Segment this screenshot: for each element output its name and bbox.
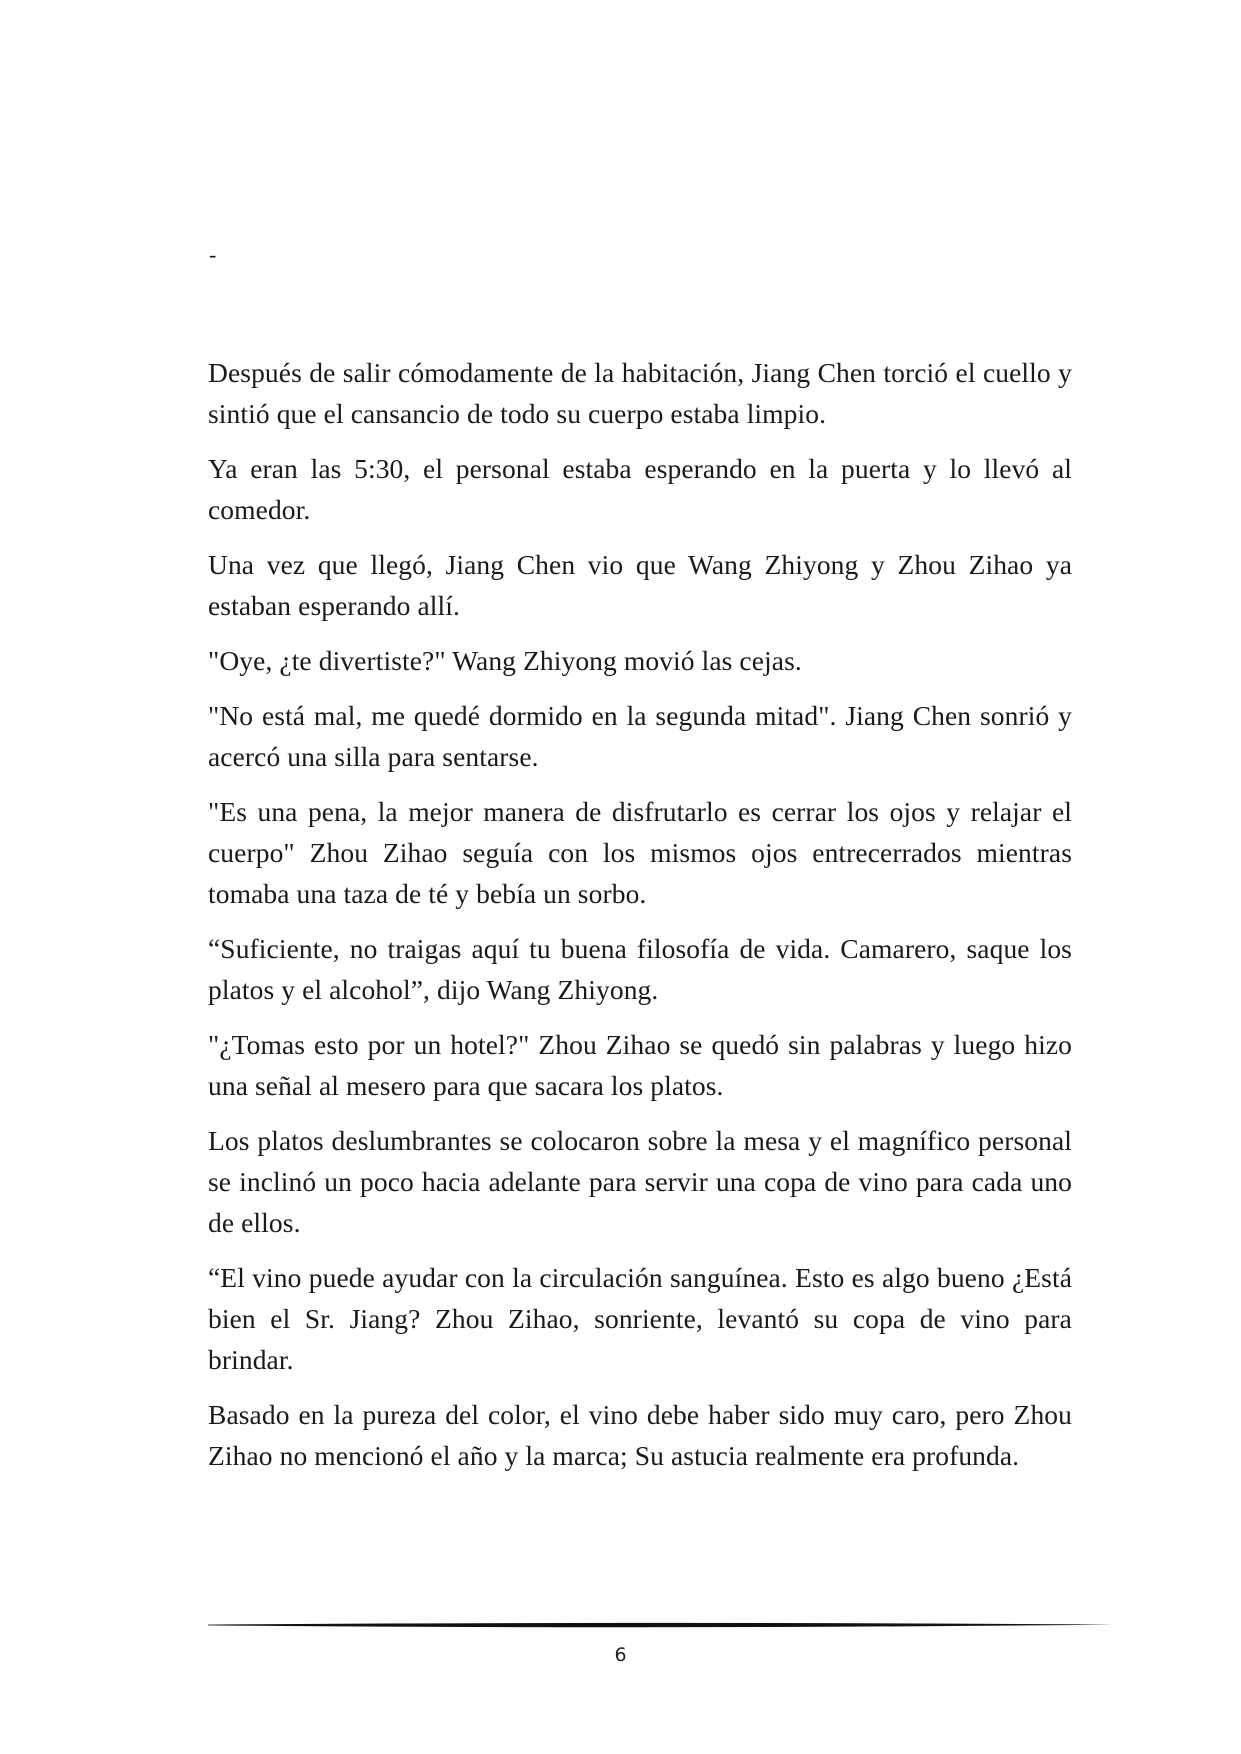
paragraph: Los platos deslumbrantes se colocaron sobre la mesa y el magnífico personal se inclinó un poco hacia adelante para servir una copa de vino para cada uno de ellos. — [208, 1125, 1072, 1238]
paragraph: "No está mal, me quedé dormido en la segunda mitad". Jiang Chen sonrió y acercó una silla para sentarse. — [208, 700, 1072, 772]
paragraph: "Es una pena, la mejor manera de disfrutarlo es cerrar los ojos y relajar el cuerpo" Zhou Zihao seguía con los mismos ojos entrecerrados mientras tomaba una taza de té y bebía un sorbo. — [208, 796, 1072, 909]
paragraph: Después de salir cómodamente de la habitación, Jiang Chen torció el cuello y sintió que el cansancio de todo su cuerpo estaba limpio. — [208, 357, 1072, 429]
paragraph: Basado en la pureza del color, el vino debe haber sido muy caro, pero Zhou Zihao no mencionó el año y la marca; Su astucia realmente era profunda. — [208, 1399, 1072, 1471]
body-text — [208, 352, 1072, 1490]
footer-rule — [208, 1620, 1114, 1630]
page-number: 6 — [614, 1644, 627, 1666]
paragraph: "Oye, ¿te divertiste?" Wang Zhiyong movió las cejas. — [208, 645, 802, 676]
paragraph: Ya eran las 5:30, el personal estaba esperando en la puerta y lo llevó al comedor. — [208, 453, 1072, 525]
paragraph: "¿Tomas esto por un hotel?" Zhou Zihao se quedó sin palabras y luego hizo una señal al mesero para que sacara los platos. — [208, 1029, 1072, 1101]
paragraph: “Suficiente, no traigas aquí tu buena filosofía de vida. Camarero, saque los platos y el alcohol”, dijo Wang Zhiyong. — [208, 933, 1072, 1005]
header-dash: - — [209, 242, 217, 267]
paragraph: “El vino puede ayudar con la circulación sanguínea. Esto es algo bueno ¿Está bien el Sr. Jiang? Zhou Zihao, sonriente, levantó su copa de vino para brindar. — [208, 1262, 1072, 1375]
paragraph: Una vez que llegó, Jiang Chen vio que Wang Zhiyong y Zhou Zihao ya estaban esperando allí. — [208, 549, 1072, 621]
